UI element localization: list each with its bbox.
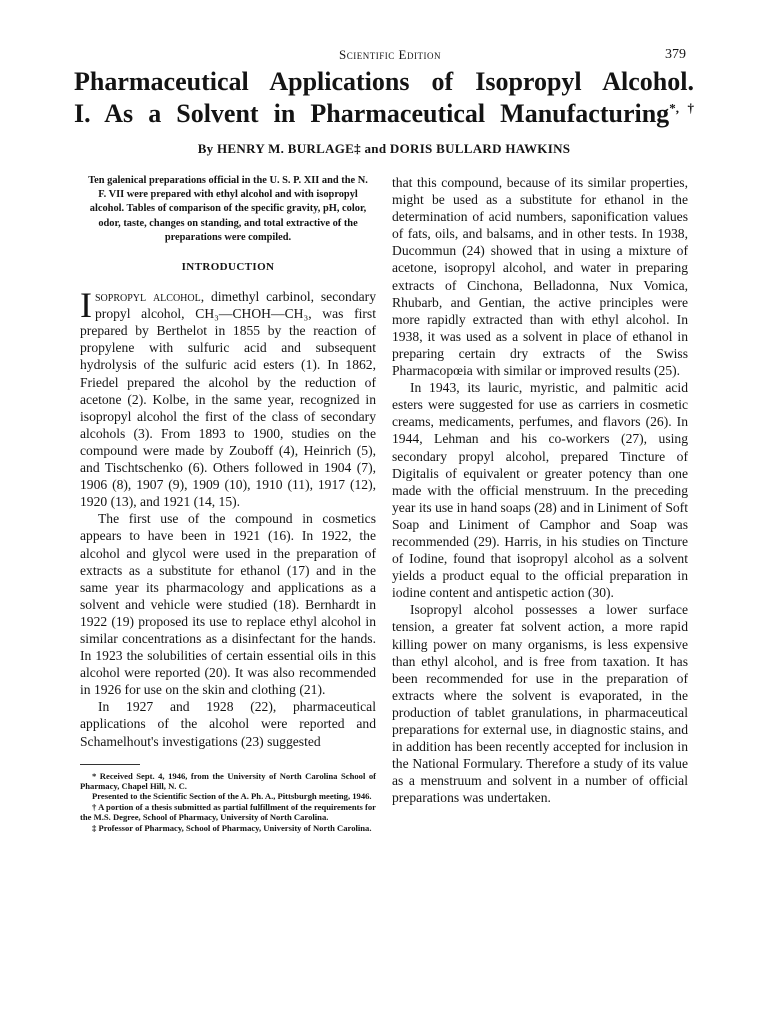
right-column <box>392 174 688 806</box>
intro-smallcaps-lead: sopropyl alcohol, <box>95 289 205 305</box>
title-line-1: Pharmaceutical Applications of Isopropyl Alcohol. <box>74 67 694 96</box>
right-paragraph-2: In 1943, its lauric, myristic, and palmitic acid esters were suggested for use as carriers in cosmetic creams, medicaments, perfumes, and flavors (26). In 1944, Lehman and his co-workers (27), using secondary propyl alcohol, prepared Tincture of Digitalis of equivalent or greater potency than one made with the official menstruum. In the preceding year its use in hand soaps (28) and in Liniment of Soft Soap and Liniment of Camphor and Soap was recommended (29). Harris, in his studies on Tincture of Iodine, found that isopropyl alcohol as a solvent yields a product equal to the official preparation in iodine content and antispetic action (30). <box>392 380 688 601</box>
right-paragraph-1: that this compound, because of its similar properties, might be used as a substitute for ethanol in the determination of acid numbers, saponification values of fats, oils, and balsams, and in other tests. In 1938, Ducommun (24) showed that in using a mixture of acetone, isopropyl alcohol, and water in preparing extracts of Cinchona, Belladonna, Nux Vomica, Rhubarb, and Gentian, the active principles were more rapidly extracted than with ethyl alcohol. In 1938, it was used as a solvent in place of ethanol in preparing certain dry extracts of the Swiss Pharmacopœia with similar or improved results (25). <box>392 175 688 379</box>
article-title <box>74 66 694 130</box>
running-head <box>0 47 768 67</box>
footnote-received: * Received Sept. 4, 1946, from the University of North Carolina School of Pharmacy, Chapel Hill, N. C. <box>80 770 376 792</box>
right-paragraph-3: Isopropyl alcohol possesses a lower surface tension, a greater fat solvent action, a more rapid killing power on many organisms, is less expensive than ethyl alcohol, and is free from taxation. It has been recommended for use in the preparation of extracts where the solvent is evaporated, in the production of tablet granulations, in pharmaceutical preparations for external use, in diagnostic stains, and in addition has been recently accepted for inclusion in the National Formulary. Therefore a study of its value as a menstruum and solvent in a number of official preparations was undertaken. <box>392 602 688 806</box>
drop-cap: I <box>80 285 92 326</box>
byline: By HENRY M. BURLAGE‡ and DORIS BULLARD HAWKINS <box>197 141 571 156</box>
introduction-heading: INTRODUCTION <box>181 261 275 274</box>
title-footnote-marks: *,† <box>669 100 694 116</box>
title-line-2: I. As a Solvent in Pharmaceutical Manufacturing <box>74 99 670 128</box>
intro-paragraph-1-text: dimethyl carbinol, secondary propyl alcohol, CH₃—CHOH—CH₃, was first prepared by Berthelot in 1855 by the reaction of propylene with sulfuric acid and subsequent hydrolysis of the sulfuric acid esters (1). In 1862, Friedel prepared the alcohol by the reduction of acetone (2). Kolbe, in the same year, recognized in isopropyl alcohol the first of the class of secondary alcohols (3). From 1893 to 1900, studies on the compound were made by Zouboff (4), Heinrich (5), and Tischtschenko (6). Others followed in 1904 (7), 1906 (8), 1907 (9), 1909 (10), 1910 (11), 1917 (12), 1920 (13), and 1921 (14, 15). <box>80 289 376 510</box>
footnotes <box>80 771 376 833</box>
footnote-presented: Presented to the Scientific Section of the A. Ph. A., Pittsburgh meeting, 1946. <box>92 791 372 802</box>
footnote-professor: ‡ Professor of Pharmacy, School of Pharmacy, University of North Carolina. <box>92 822 372 833</box>
title-line-2-wrap <box>74 98 694 130</box>
left-column <box>80 174 376 833</box>
footnote-thesis: † A portion of a thesis submitted as partial fulfillment of the requirements for the M.S. Degree, School of Pharmacy, University of North Carolina. <box>80 801 376 823</box>
intro-paragraph-2: The first use of the compound in cosmetics appears to have been in 1921 (16). In 1922, the alcohol and glycol were used in the preparation of extracts as a substitute for ethanol (17) and in the same year its pharmacology and applications as a solvent and vehicle were studied (18). Bernhardt in 1922 (19) proposed its use to replace ethyl alcohol in similar concentrations as a disinfectant for the hands. In 1923 the solubilities of certain essential oils in this alcohol were reported (20). It was also recommended in 1926 for use on the skin and clothing (21). <box>80 511 376 698</box>
abstract: Ten galenical preparations official in the U. S. P. XII and the N. F. VII were prepared with ethyl alcohol and with isopropyl alcohol. Tables of comparison of the specific gravity, pH, color, odor, taste, changes on standing, and total extractive of the preparations were compiled. <box>88 175 368 243</box>
journal-name: Scientific Edition <box>339 47 441 62</box>
intro-paragraph-3: In 1927 and 1928 (22), pharmaceutical applications of the alcohol were reported and Schamelhout's investigations (23) suggested <box>80 699 376 749</box>
footnote-rule <box>80 764 140 765</box>
page-number: 379 <box>665 47 686 62</box>
intro-paragraph-1 <box>80 285 376 510</box>
